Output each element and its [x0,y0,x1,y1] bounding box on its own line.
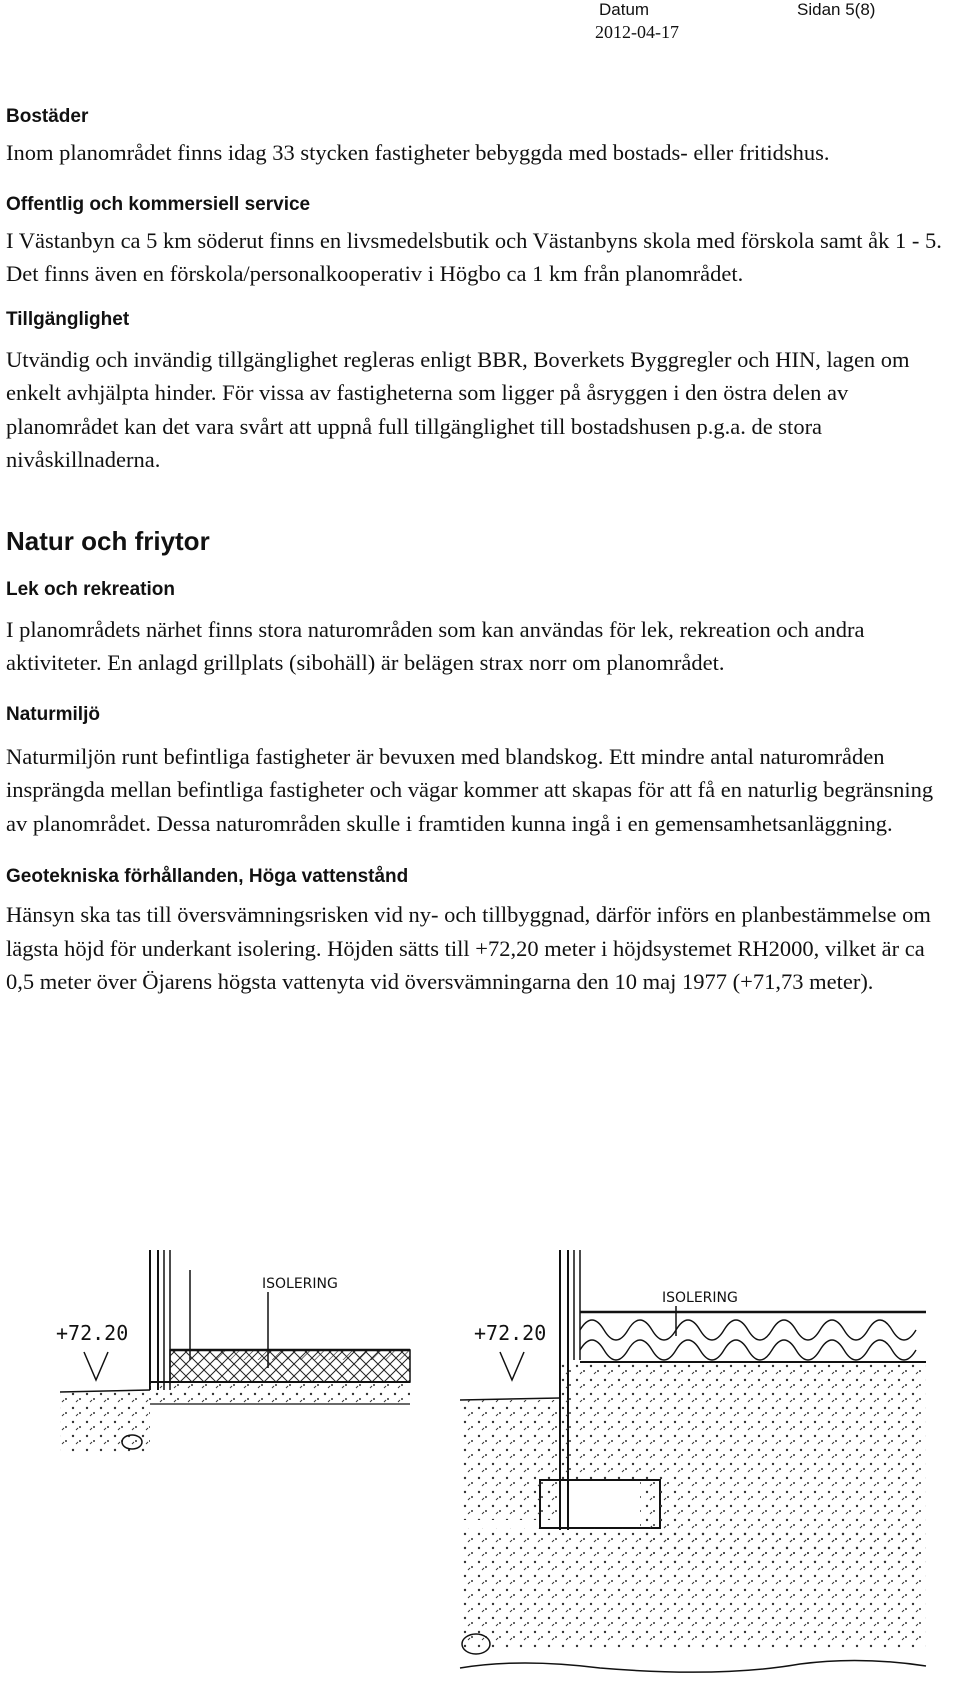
right-isolering-label: ISOLERING [662,1290,738,1306]
left-level-label: +72.20 [56,1321,129,1345]
paragraph-service: I Västanbyn ca 5 km söderut finns en livsmedelsbutik och Västanbyns skola med förskola samt åk 1 - 5. Det finns även en förskola/personalkooperativ i Högbo ca 1 km från planområdet. [6,227,942,286]
date-label: Datum [599,0,650,19]
paragraph-geoteknik: Hänsyn ska tas till översvämningsrisken vid ny- och tillbyggnad, därför införs en planbestämmelse om lägsta höjd för underkant isolering. Höjden sätts till +72,20 meter i höjdsystemet RH2000, vilket är ca 0,5 meter över Öjarens högsta vattenyta vid översvämningarna den 10 maj 1977 (+71,73 meter). [6,902,931,994]
heading-bostader: Bostäder [6,106,89,127]
heading-service: Offentlig och kommersiell service [6,193,311,215]
document-body [6,92,956,999]
heading-natur: Natur och friytor [6,525,210,556]
heading-lek: Lek och rekreation [6,578,175,600]
foundation-sketch-drawing [0,1250,960,1688]
heading-naturmiljo: Naturmiljö [6,703,100,725]
right-level-label: +72.20 [474,1321,547,1345]
heading-geoteknik: Geotekniska förhållanden, Höga vattenstånd [6,866,409,887]
section-geoteknik [6,864,956,999]
heading-tillganglighet: Tillgänglighet [6,308,130,330]
section-naturmiljo [6,702,956,841]
right-detail [460,1250,926,1672]
page-number: Sidan 5(8) [797,0,876,19]
paragraph-tillganglighet: Utvändig och invändig tillgänglighet regleras enligt BBR, Boverkets Byggregler och HIN, lagen om enkelt avhjälpta hinder. För vissa av fastigheterna som ligger på åsryggen i den östra delen av planområdet kan det vara svårt att uppnå full tillgänglighet till bostadshusen p.g.a. de stora nivåskillnaderna. [6,346,910,472]
section-service [6,192,956,291]
section-tillganglighet [6,307,956,477]
section-lek [6,577,956,680]
paragraph-lek: I planområdets närhet finns stora naturområden som kan användas för lek, rekreation och andra aktiviteter. En anlagd grillplats (sibohäll) är belägen strax norr om planområdet. [6,616,865,675]
left-detail [56,1250,410,1452]
paragraph-bostader: Inom planområdet finns idag 33 stycken fastigheter bebyggda med bostads- eller fritidshus. [6,140,830,165]
paragraph-naturmiljo: Naturmiljön runt befintliga fastigheter är bevuxen med blandskog. Ett mindre antal naturområden insprängda mellan befintliga fastigheter och vägar kommer att skapas för att få en naturlig begränsning av planområdet. Dessa naturområden skulle i framtiden kunna ingå i en gemensamhetsanläggning. [6,743,934,836]
date-value: 2012-04-17 [595,22,679,42]
section-bostader [6,104,956,170]
foundation-sketch [0,1250,960,1688]
left-isolering-label: ISOLERING [262,1276,338,1292]
